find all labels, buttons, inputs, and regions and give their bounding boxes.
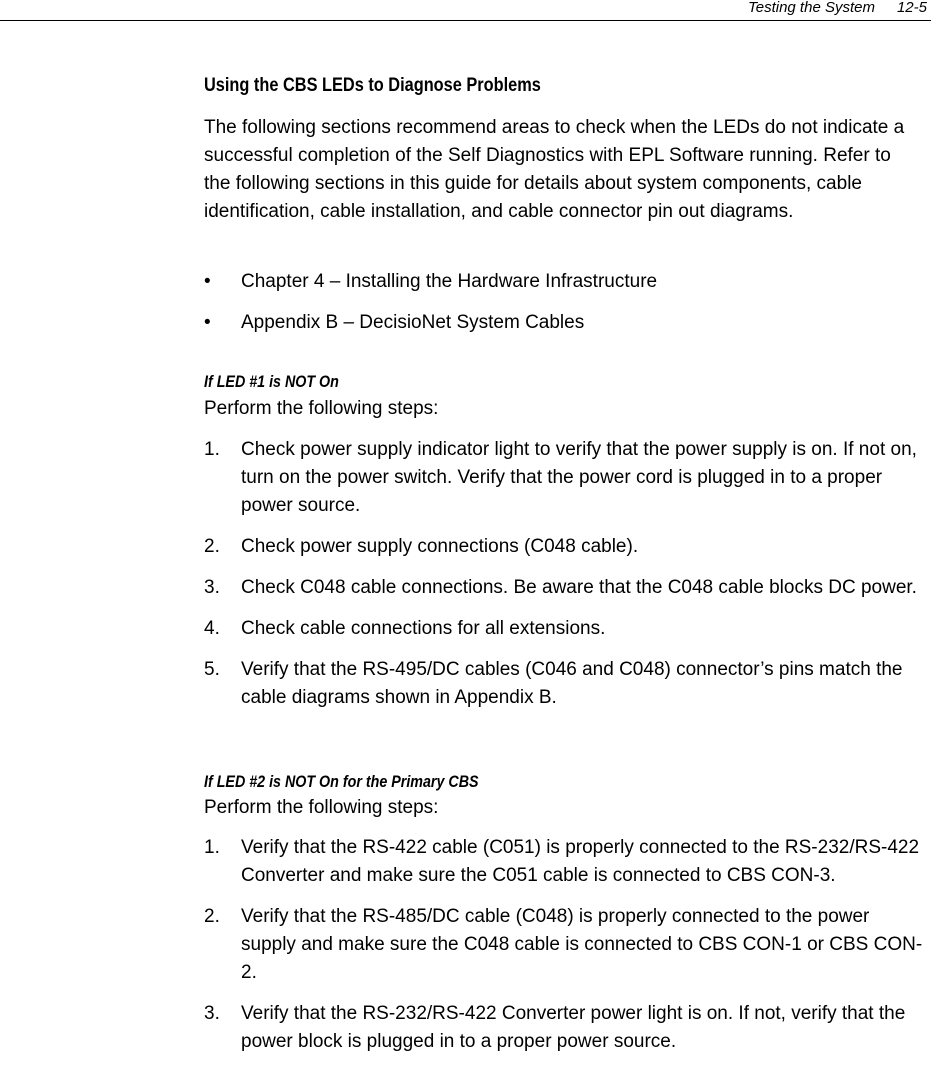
led2-lead: Perform the following steps: [204,797,439,818]
step-text: Verify that the RS-485/DC cable (C048) is properly connected to the power supply and make sure the C048 cable is connected to CBS CON-1 or CBS CON-2. [241,906,923,983]
led1-lead: Perform the following steps: [204,398,439,419]
step-item [204,903,926,987]
reference-text: Chapter 4 – Installing the Hardware Infrastructure [241,271,658,292]
header-text [748,0,927,16]
step-number: 5. [204,659,220,680]
step-number: 3. [204,1003,220,1024]
step-text: Verify that the RS-232/RS-422 Converter power light is on. If not, verify that the power block is plugged in to a proper power source. [241,1003,906,1052]
header-page-number: 12-5 [896,0,927,16]
step-text: Check C048 cable connections. Be aware that the C048 cable blocks DC power. [241,577,917,598]
header-section-title: Testing the System [747,0,875,16]
step-text: Check power supply connections (C048 cable). [241,536,639,557]
step-number: 4. [204,618,220,639]
step-item [204,533,926,561]
bullet-icon: • [204,271,211,292]
step-item [204,436,926,520]
led1-heading: If LED #1 is NOT On [204,372,339,391]
step-text: Check power supply indicator light to verify that the power supply is on. If not on, turn on the power switch. Verify that the power cord is plugged in to a proper power source. [241,439,917,516]
reference-text: Appendix B – DecisioNet System Cables [241,312,585,333]
step-item [204,834,926,890]
step-item [204,656,926,712]
reference-list-item [204,309,657,337]
step-number: 2. [204,906,220,927]
step-number: 1. [204,837,220,858]
step-text: Verify that the RS-495/DC cables (C046 and C048) connector’s pins match the cable diagrams shown in Appendix B. [241,659,903,708]
running-header [0,0,931,24]
header-rule [0,20,931,21]
intro-paragraph: The following sections recommend areas to check when the LEDs do not indicate a successful completion of the Self Diagnostics with EPL Software running. Refer to the following sections in this guide for details about system components, cable identification, cable installation, and cable connector pin out diagrams. [204,117,905,222]
bullet-icon: • [204,312,211,333]
led2-heading: If LED #2 is NOT On for the Primary CBS [204,772,479,791]
step-text: Check cable connections for all extensions. [241,618,606,639]
step-number: 3. [204,577,220,598]
section-heading: Using the CBS LEDs to Diagnose Problems [204,75,541,96]
step-number: 1. [204,439,220,460]
step-item [204,1000,926,1056]
reference-list-item [204,268,657,296]
step-item [204,574,926,602]
led1-steps [204,436,926,725]
led2-steps [204,834,926,1069]
step-item [204,615,926,643]
reference-list [204,268,657,350]
step-text: Verify that the RS-422 cable (C051) is properly connected to the RS-232/RS-422 Converter and make sure the C051 cable is connected to CBS CON-3. [241,837,920,886]
step-number: 2. [204,536,220,557]
